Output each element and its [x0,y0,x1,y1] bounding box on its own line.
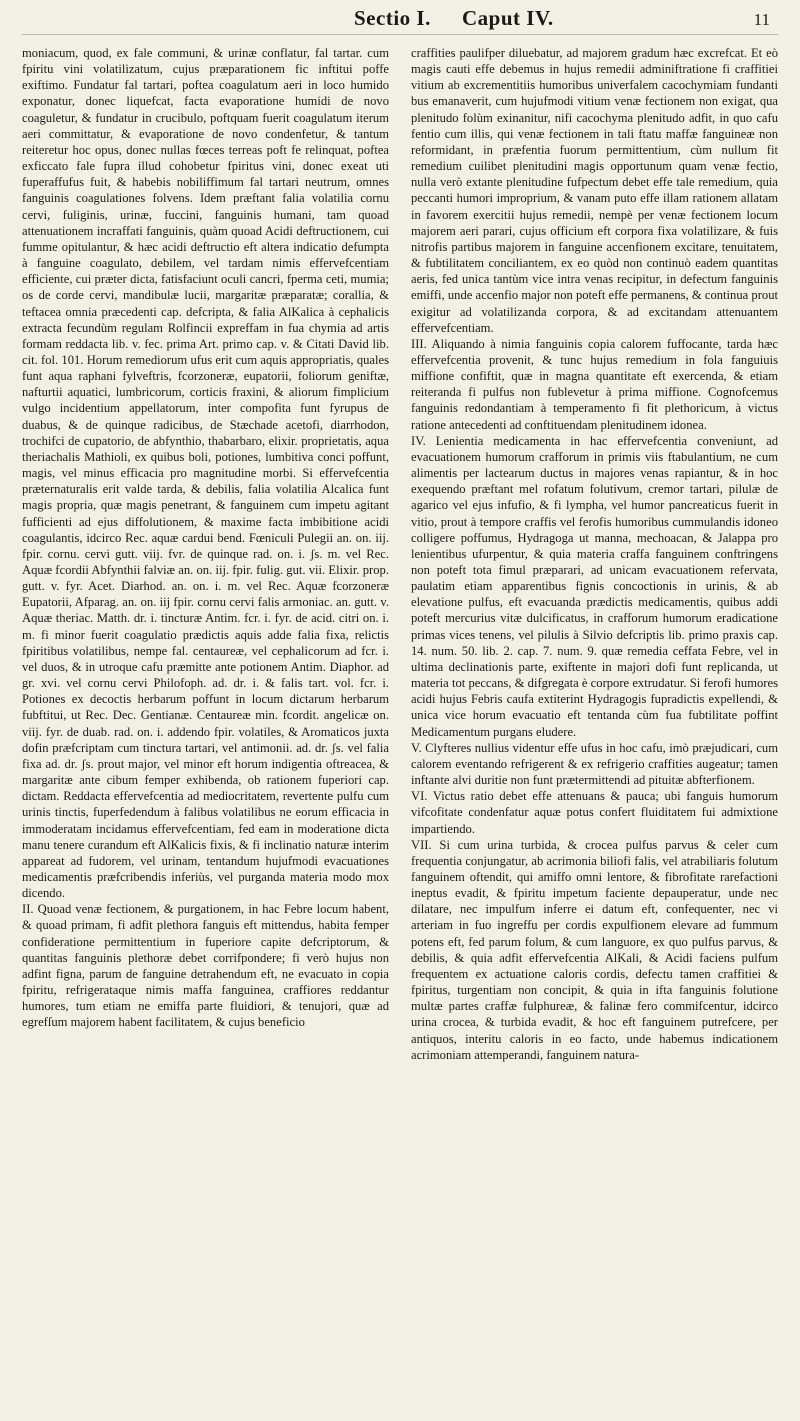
page-number: 11 [753,10,770,29]
right-paragraph-2: III. Aliquando à nimia fanguinis copia calorem fuffocante, tarda hæc effervefcentia provenit, & tunc hujus remedium in fola fanguiuis miffione confiftit, quæ in magna quantitate eft exercenda, & etiam reiteranda fi pulfus non fublevetur à prima miffione. Cognofcemus fanguinis redondantiam à temperamento fi fit plethoricum, à victus ratione antecedenti ad conftituendam plenitudinem idonea. [411,336,778,432]
running-section-title: Sectio I. [354,6,431,30]
running-head [22,4,778,35]
right-column [411,45,778,1063]
left-column [22,45,389,1063]
right-paragraph-5: VI. Victus ratio debet effe attenuans & pauca; ubi fanguis humorum vifcofitate condenfatur aquæ potus confert fluiditatem fui admixtione impartiendo. [411,789,778,836]
right-paragraph-6: VII. Si cum urina turbida, & crocea pulfus parvus & celer cum frequentia conjungatur, ab acrimonia biliofi falis, vel atrabiliaris folutum fanguinem oftendit, qui amiffo omni lentore, & fibrofitate rarefactioni ineptus evadit, & fpiritu impetum faciente depauperatur, unde nec dilatare, nec impulfum inferre ei datum eft, confequenter, nec vi arteriam in fuo ingreffu per cordis expulfionem elevare ad fummum potens eft, fed parum folum, & cum languore, ex quo pulfus parvus, & debilis, & quia adfit effervefcentia AlKali, & Acidi faciens pulfum frequentem ex actuatione caloris cordis, defectu tamen craffitiei & fpiritus, turgentiam non concipit, & quia in ifta fanguinis folutione multæ partes craffæ fulphureæ, & falinæ fero commifcentur, idcirco urina crocea, & turbida evadit, & hoc eft fanguinem putrefcere, per antiquos, interitu caloris in eo facto, unde habemus indicationem acrimoniam attemperandi, fanguinem natura- [411,837,778,1062]
running-chapter-title: Caput IV. [462,6,554,30]
left-paragraph-1: moniacum, quod, ex fale communi, & urinæ conflatur, fal tartar. cum fpiritu vini volatilizatum, cujus præparationem fic inftitui poffe exiftimo. Fundatur fal tartari, poftea coagulatum aeri in loco humido exponatur, donec liquefcat, facta evaporatione humidi de novo coaguletur, & fundatur in crucibulo, poftquam fuerit coagulatum iterum aeri committatur, & evaporatione de novo condenfetur, & tantum reiteretur hoc opus, donec nullas fœces terreas poft fe relinquat, poftea exficcato fale fupra illud cohobetur fpiritus vini, donec exeat uti fuperaffufus fuit, & habebis nobiliffimum fal tartari neutrum, omnes fanguinis coagulationes folvens. Idem præftant falia volatilia cornu cervi, fuliginis, urinæ, fuccini, fanguinis humani, tam quoad attenuationem incraffati fanguinis, quàm quoad Acidi deftructionem, cui fumme opitulantur, & hæc acidi deftructio eft altera indicatio defumpta à fanguine coagulato, debilem, vel tardam nimis effervefcentiam efficiente, cui præter dicta, fatisfaciunt oculi cancri, fperma ceti, mumia; os de corde cervi, mandibulæ lucii, margaritæ præparatæ; corallia, & teftacea omnia præcedenti cap. defcripta, & falia AlKalica à cephalicis extracta fecundùm regulam Rolfincii expreffam in fua chymia ad artis formam reddacta lib. v. fec. prima Art. primo cap. v. & Citati David lib. cit. fol. 101. Horum remediorum ufus erit cum aquis appropriatis, quales funt aqua raphani fylveftris, fcorzoneræ, eupatorii, foliorum geniftæ, nafturtii aquatici, lumbricorum, corticis fraxini, & aliorum fimplicium vulgo incidentium appellatorum, inter compofita funt fyrupus de duabus, & de quinque radicibus, de Stæchade acetofi, diarrhodon, trochifci de cupatorio, de abfynthio, thabarbaro, elixir. proprietatis, aqua theriachalis Mathioli, ex quibus boli, potiones, lumbitiva conci poffunt, magis, vel minus efficacia pro magnitudine morbi. Si effervefcentia præternaturalis erit valde tarda, & debilis, falia volatilia Alcalica funt magis propria, quæ magis penetrant, & fanguinem cum impetu agitant fufficienti ad ejus diffolutionem, & maxime facta imbibitione acidi coagulantis, idcirco Rec. aquæ cardui bend. Fœniculi Pulegii an. on. iij. fpir. cornu. cervi gutt. viij. fvr. de quinque rad. on. i. ʃs. m. vel Rec. Aquæ fcordii Abfynthii falviæ an. on. iij. fpir. fulig. gut. vii. Elixir. prop. gutt. v. fyr. Acet. Diarhod. an. on. i. m. vel Rec. Aquæ fcorzoneræ Eupatorii, Afparag. an. on. iij fpir. cornu cervi falis armoniac. an. gutt. v. Aquæ theriac. Matth. dr. i. tincturæ Antim. fcr. i. fyr. de acid. citri on. i. m. fi minor fuerit coagulatio prædictis aquis adde falia fixa, relictis fpiritibus volatilibus, nempe fal. centaureæ, vel cephalicorum ad fcr. i. vel duos, & in utroque cafu præmitte ante potionem Antim. Diaphor. ad gr. xvi. vel cornu cervi Philofoph. ad. dr. i. & falis tart. vol. fcr. i. Potiones ex decoctis herbarum poffunt in locum dictarum herbarum fubftitui, ut Rec. Dec. Gentianæ. Centaureæ min. fcordit. angelicæ on. viij. fyr. de duab. rad. on. i. addendo fpir. volatiles, & Aromaticos juxta dofin præfcriptam cum tinctura tartari, vel antimonii. ad. dr. ʃs. vel falia fixa ad. dr. ʃs. prout major, vel minor eft horum indigentia oftreacea, & margaritæ ante cibum femper exhibenda, ob rationem fuperiori cap. dictam. Reddacta effervefcentia ad mediocritatem, revertente pulfu cum urinis tinctis, fuperfedendum à falibus volatilibus ne eorum efficacia in immoderatam incidamus effervefcentiam, fed eam in moderatione dicta manu tenere curandum eft AlKalicis fixis, & fi inclinatio naturæ interim appareat ad fudorem, vel urinam, tentandum hujufmodi evacuationes medicamentis præfcribendis inferiùs, vel purganda materia modo mox dicendo. [22,46,389,901]
right-paragraph-4: V. Clyfteres nullius videntur effe ufus in hoc cafu, imò præjudicari, cum calorem eventando refrigerent & ex refrigerio craffities augeatur; tamen inftante alvi duritie non funt prætermittendi ad pituitæ abfterfionem. [411,740,778,788]
right-paragraph-1: craffities paulifper diluebatur, ad majorem gradum hæc excrefcat. Et eò magis cauti effe debemus in hujus remedii adminiftratione fi craffitiei vitium ab excrementitiis humoribus univerfalem cacochymiam fundanti bus emanaverit, cum hujufmodi vitium venæ fectionem non exigat, qua plenitudo folùm exinanitur, nifi cacochyma plenitudo adfit, in quo cafu fentio cum illis, qui venæ fectionem in tali ftatu maffæ fanguineæ non reformidant, in præfentia fuorum permittentium, cùm nullum fit remedium cuilibet plenitudini magis opportunum quam venæ fectio, nulla verò extante plenitudine fufpectum debet effe tale remedium, quia peccanti humori improprium, & vanam puto effe illam rationem allatam in favorem exercitii hujus remedii, nempè per venæ fectionem locum majorem aeri parari, cujus officium eft corpora fixa volatilizare, & fuis nitrofis partibus majorem in fanguine accenfionem excitare, tenuitatem, & fubtilitatem conciliantem, ex eo quòd non continuò eadem quantitas aeris, fed unica tantùm vice intra venas recipitur, in defectum fanguinis emiffi, unde accenfio major non poteft effe permanens, & continua prout exigitur ad volatilizanda corpora, & ad excitandam attenuantem effervefcentiam. [411,46,778,335]
text-columns [22,45,778,1063]
left-paragraph-2: II. Quoad venæ fectionem, & purgationem, in hac Febre locum habent, & quoad primam, fi adfit plethora fanguis eft mittendus, habita femper confideratione permittentium in fuperiore capite defcriptorum, & quantitas fanguinis plethoræ debet corrifpondere; fi verò hujus non adfint figna, parum de fanguine detrahendum eft, ne evacuato in copia fpiritu, refrigerataque nimis maffa fanguinea, craffiores reddantur humores, tum etiam ne emiffa parte fluidiori, & tenujori, quæ ad egrefſum majorem habent facilitatem, & cujus beneficio [22,902,389,1030]
book-page [0,4,800,1421]
right-paragraph-3: IV. Lenientia medicamenta in hac effervefcentia conveniunt, ad evacuationem humorum crafforum in primis viis ftabulantium, ne cum alimentis per lactearum ductus in majores venas rapiantur, & in hoc exequendo præftant mel rofatum folutivum, cremor tartari, pilulæ de agarico vel ejus infufio, & fi lympha, vel humor pancreaticus fuerit in vitio, prout à tempore craffis vel ferofis humoribus cummulandis idoneo colligere poffumus, Hydragoga ut manna, mechoacan, & Jalappa pro lenientibus ufurpentur, & quia materia craffa fanguinem conftringens non poteft tota fimul præparari, ad unicam evacuationem refervata, paulatim etiam apparentibus fignis concoctionis in urinis, & ab elevatione pulfus, eft evacuanda prædictis medicamentis, quibus addi poteft mercurius vitæ dulcificatus, in crafforum humorum eradicatione primas vices tenens, vel pilulis à Silvio defcriptis lib. primo praxis cap. 14. num. 50. lib. 2. cap. 7. num. 9. quæ remedia ceffata Febre, vel in ultima declinationis parte, exiftente in majori dofi funt replicanda, ut materia tot peccans, & difgregata è corpore extrudatur. Si ferofi humores acidi hujus Febris caufa extiterint Hydragogis fupradictis expellendi, & unica vice horum evacuatio eft tentanda cùm fua fubtilitate poffint Medicamentum purgans eludere. [411,433,778,739]
